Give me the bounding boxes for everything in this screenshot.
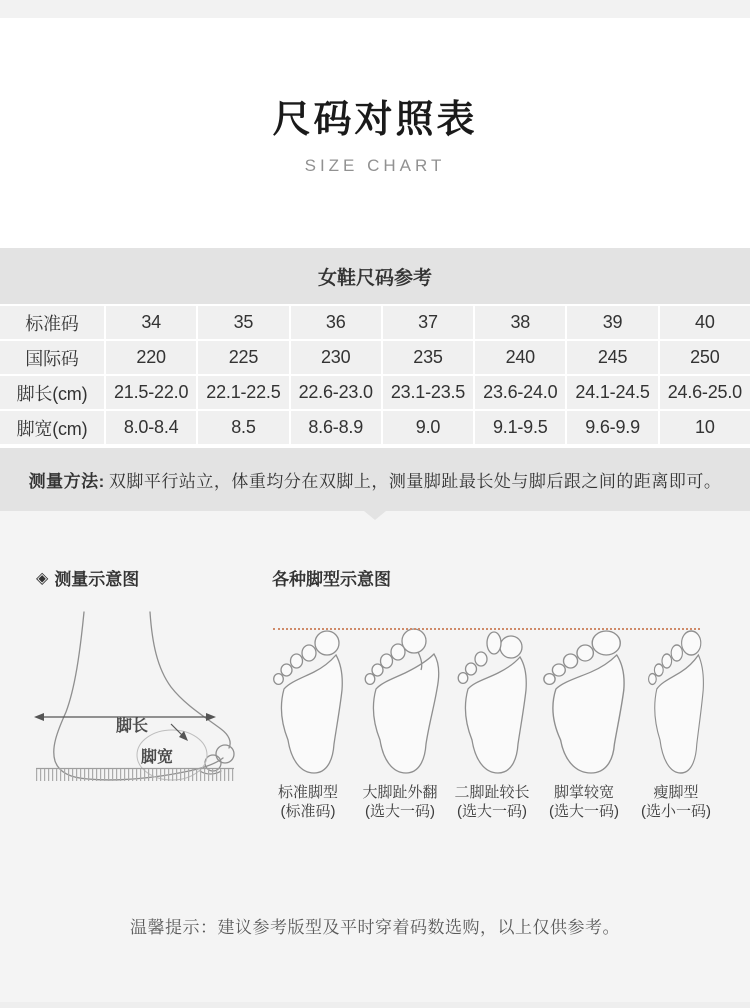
foot-type-wide [538, 627, 630, 821]
table-cell: 10 [660, 411, 750, 444]
table-cell: 23.6-24.0 [475, 376, 565, 409]
measure-method-band [0, 448, 750, 511]
foot-type-name: 瘦脚型 [653, 784, 699, 801]
foot-type-name: 二脚趾较长 [454, 784, 530, 801]
foot-width-label: 脚宽 [141, 749, 174, 766]
standard-foot-drawing [263, 627, 353, 777]
long-second-toe-foot-drawing [447, 627, 537, 777]
row-label: 脚宽(cm) [0, 411, 104, 444]
foot-type-long-second-toe [446, 627, 538, 821]
foot-types-heading: 各种脚型示意图 [272, 570, 391, 589]
foot-type-advice: (选大一码) [457, 803, 527, 820]
table-cell: 23.1-23.5 [383, 376, 473, 409]
bottom-strip [0, 1002, 750, 1008]
wide-foot-drawing [539, 627, 629, 777]
table-cell: 225 [198, 341, 288, 374]
foot-type-advice: (选小一码) [641, 803, 711, 820]
foot-measure-diagram [22, 608, 247, 798]
size-table [0, 306, 750, 444]
foot-type-name: 标准脚型 [277, 784, 338, 801]
foot-side-profile-drawing [22, 608, 247, 798]
row-label: 脚长(cm) [0, 376, 104, 409]
row-label: 标准码 [0, 306, 104, 339]
table-cell: 9.1-9.5 [475, 411, 565, 444]
table-cell: 235 [383, 341, 473, 374]
table-cell: 35 [198, 306, 288, 339]
table-cell: 9.0 [383, 411, 473, 444]
table-cell: 250 [660, 341, 750, 374]
foot-type-name: 脚掌较宽 [553, 784, 614, 801]
table-cell: 22.1-22.5 [198, 376, 288, 409]
foot-type-narrow [630, 627, 722, 821]
table-cell: 240 [475, 341, 565, 374]
foot-type-advice: (选大一码) [549, 803, 619, 820]
table-cell: 9.6-9.9 [567, 411, 657, 444]
foot-length-label: 脚长 [116, 718, 149, 735]
narrow-foot-drawing [631, 627, 721, 777]
table-cell: 22.6-23.0 [291, 376, 381, 409]
feet-row [262, 627, 722, 821]
table-cell: 37 [383, 306, 473, 339]
top-strip [0, 0, 750, 18]
table-cell: 220 [106, 341, 196, 374]
diamond-icon: ◈ [36, 569, 49, 587]
table-cell: 39 [567, 306, 657, 339]
foot-type-advice: (选大一码) [365, 803, 435, 820]
foot-type-standard [262, 627, 354, 821]
table-cell: 230 [291, 341, 381, 374]
foot-type-advice: (标准码) [280, 803, 336, 820]
title-block [0, 96, 750, 176]
table-cell: 8.0-8.4 [106, 411, 196, 444]
table-cell: 34 [106, 306, 196, 339]
table-cell: 8.6-8.9 [291, 411, 381, 444]
page-title: 尺码对照表 [272, 99, 478, 141]
foot-type-name: 大脚趾外翻 [362, 784, 438, 801]
table-cell: 36 [291, 306, 381, 339]
row-label: 国际码 [0, 341, 104, 374]
table-cell: 8.5 [198, 411, 288, 444]
measure-method-label: 测量方法: [28, 472, 105, 491]
bunion-foot-drawing [355, 627, 445, 777]
table-cell: 24.6-25.0 [660, 376, 750, 409]
foot-types-diagram [262, 612, 722, 821]
foot-type-bunion [354, 627, 446, 821]
band-pointer-down [364, 511, 386, 520]
page-subtitle: SIZE CHART [304, 156, 446, 175]
bottom-tip: 温馨提示：建议参考版型及平时穿着码数选购，以上仅供参考。 [130, 918, 620, 937]
toe-alignment-dotted-line [273, 628, 700, 630]
table-cell: 21.5-22.0 [106, 376, 196, 409]
table-cell: 24.1-24.5 [567, 376, 657, 409]
table-cell: 40 [660, 306, 750, 339]
measure-diagram-heading [36, 565, 139, 590]
measure-diagram-heading-text: 测量示意图 [54, 570, 140, 589]
table-cell: 38 [475, 306, 565, 339]
table-header-band: 女鞋尺码参考 [0, 248, 750, 304]
table-cell: 245 [567, 341, 657, 374]
measure-method-text: 双脚平行站立，体重均分在双脚上，测量脚趾最长处与脚后跟之间的距离即可。 [108, 472, 722, 491]
